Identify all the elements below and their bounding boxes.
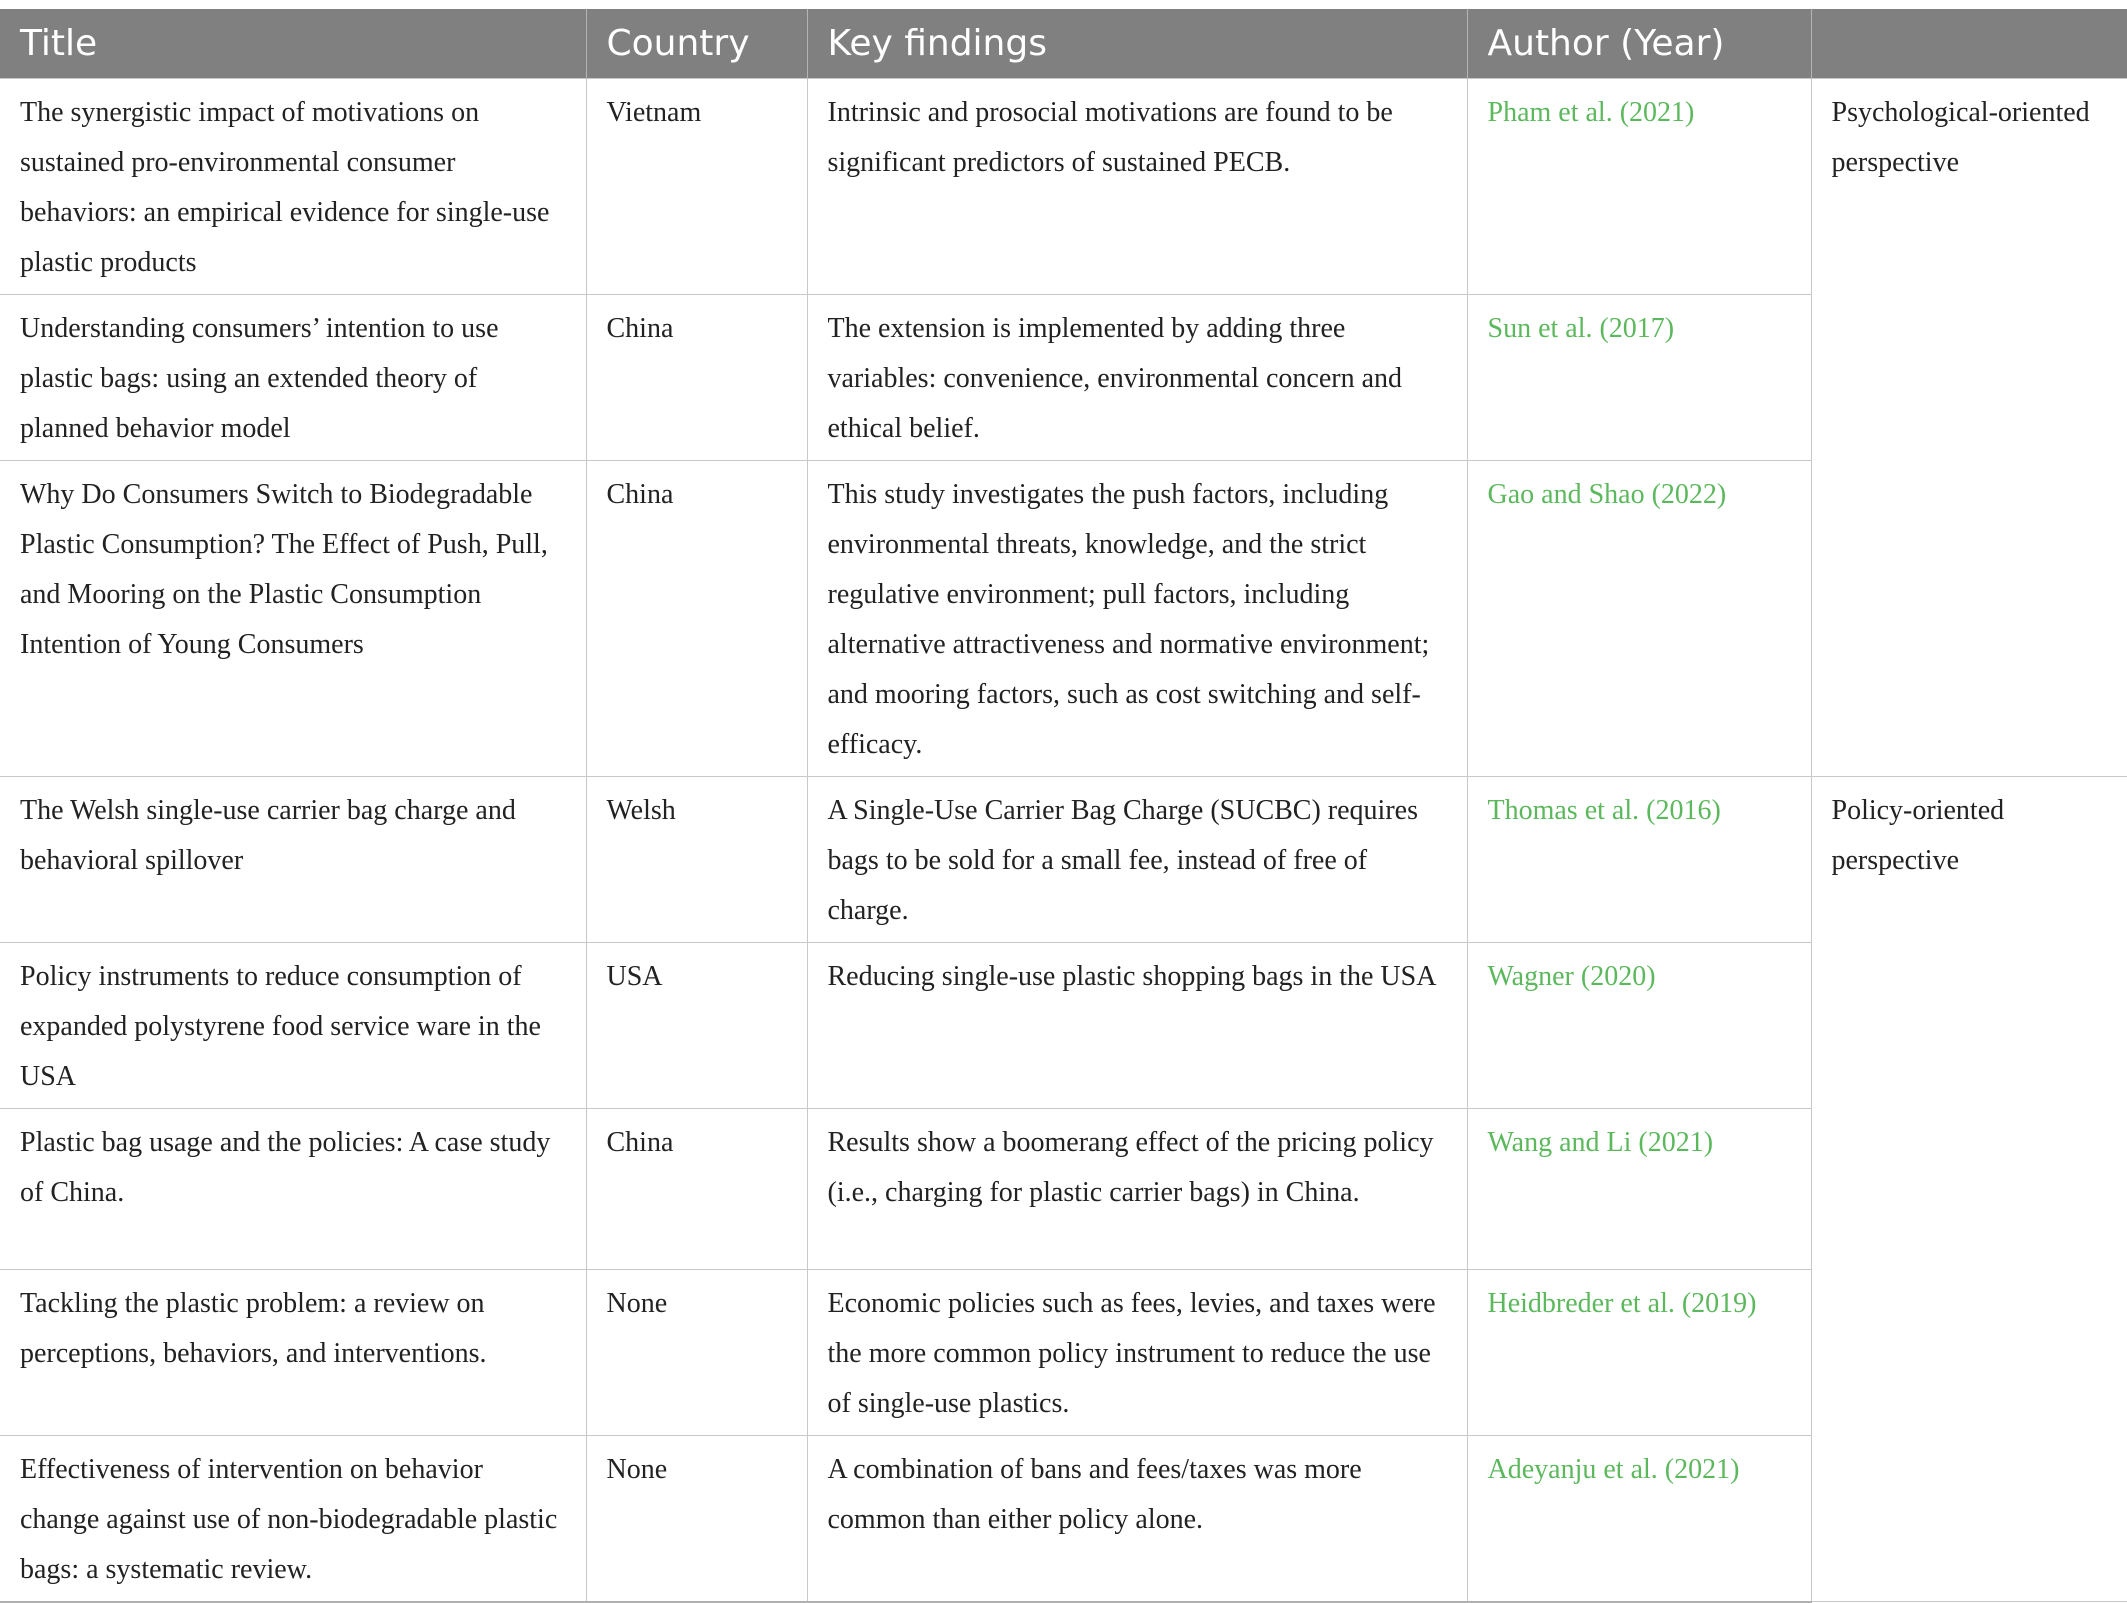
cell-country: None [586, 1435, 807, 1602]
cell-author [1467, 942, 1811, 1108]
cell-title: Why Do Consumers Switch to Biodegradable Plastic Consumption? The Effect of Push, Pull, and Mooring on the Plastic Consumption Intention of Young Consumers [0, 460, 586, 776]
cell-key-findings: A Single-Use Carrier Bag Charge (SUCBC) requires bags to be sold for a small fee, instead of free of charge. [807, 776, 1467, 942]
cell-key-findings: A combination of bans and fees/taxes was more common than either policy alone. [807, 1435, 1467, 1602]
perspective-psychological: Psychological-oriented perspective [1811, 78, 2127, 776]
cell-country: China [586, 294, 807, 460]
cell-title: Tackling the plastic problem: a review on perceptions, behaviors, and interventions. [0, 1269, 586, 1435]
cell-country: Vietnam [586, 78, 807, 294]
table-row [0, 1108, 2127, 1269]
cell-key-findings: Intrinsic and prosocial motivations are found to be significant predictors of sustained PECB. [807, 78, 1467, 294]
header-key-findings: Key findings [807, 9, 1467, 78]
cell-country: None [586, 1269, 807, 1435]
cell-title: The Welsh single-use carrier bag charge and behavioral spillover [0, 776, 586, 942]
author-link[interactable]: Wagner (2020) [1487, 960, 1656, 992]
cell-author [1467, 460, 1811, 776]
author-link[interactable]: Gao and Shao (2022) [1487, 478, 1727, 510]
cell-author [1467, 1435, 1811, 1602]
cell-title: The synergistic impact of motivations on sustained pro-environmental consumer behaviors: an empirical evidence for single-use plastic products [0, 78, 586, 294]
table-header [0, 9, 2127, 78]
table-row [0, 942, 2127, 1108]
cell-key-findings: The extension is implemented by adding three variables: convenience, environmental concern and ethical belief. [807, 294, 1467, 460]
cell-key-findings: Results show a boomerang effect of the pricing policy (i.e., charging for plastic carrier bags) in China. [807, 1108, 1467, 1269]
cell-country: China [586, 460, 807, 776]
cell-country: USA [586, 942, 807, 1108]
header-country: Country [586, 9, 807, 78]
cell-country: China [586, 1108, 807, 1269]
cell-country: Welsh [586, 776, 807, 942]
cell-author [1467, 776, 1811, 942]
author-link[interactable]: Wang and Li (2021) [1487, 1126, 1714, 1158]
cell-author [1467, 1108, 1811, 1269]
cell-author [1467, 294, 1811, 460]
cell-key-findings: This study investigates the push factors, including environmental threats, knowledge, and the strict regulative environment; pull factors, including alternative attractiveness and normative environment; and mooring factors, such as cost switching and self-efficacy. [807, 460, 1467, 776]
table-row [0, 78, 2127, 294]
author-link[interactable]: Pham et al. (2021) [1487, 96, 1695, 128]
table-row [0, 460, 2127, 776]
author-link[interactable]: Heidbreder et al. (2019) [1487, 1287, 1757, 1319]
author-link[interactable]: Thomas et al. (2016) [1487, 794, 1721, 826]
perspective-policy: Policy-oriented perspective [1811, 776, 2127, 1602]
author-link[interactable]: Adeyanju et al. (2021) [1487, 1453, 1740, 1485]
table-body [0, 78, 2127, 1602]
cell-author [1467, 78, 1811, 294]
cell-title: Effectiveness of intervention on behavior change against use of non-biodegradable plastic bags: a systematic review. [0, 1435, 586, 1602]
author-link[interactable]: Sun et al. (2017) [1487, 312, 1675, 344]
table-row [0, 294, 2127, 460]
cell-key-findings: Reducing single-use plastic shopping bags in the USA [807, 942, 1467, 1108]
header-author-year: Author (Year) [1467, 9, 1811, 78]
header-row [0, 9, 2127, 78]
cell-key-findings: Economic policies such as fees, levies, and taxes were the more common policy instrument to reduce the use of single-use plastics. [807, 1269, 1467, 1435]
cell-author [1467, 1269, 1811, 1435]
table-row [0, 1435, 2127, 1602]
cell-title: Plastic bag usage and the policies: A case study of China. [0, 1108, 586, 1269]
literature-table [0, 9, 2127, 1603]
header-title: Title [0, 9, 586, 78]
cell-title: Policy instruments to reduce consumption of expanded polystyrene food service ware in the USA [0, 942, 586, 1108]
cell-title: Understanding consumers’ intention to use plastic bags: using an extended theory of planned behavior model [0, 294, 586, 460]
table-row [0, 776, 2127, 942]
table-row [0, 1269, 2127, 1435]
header-perspective [1811, 9, 2127, 78]
